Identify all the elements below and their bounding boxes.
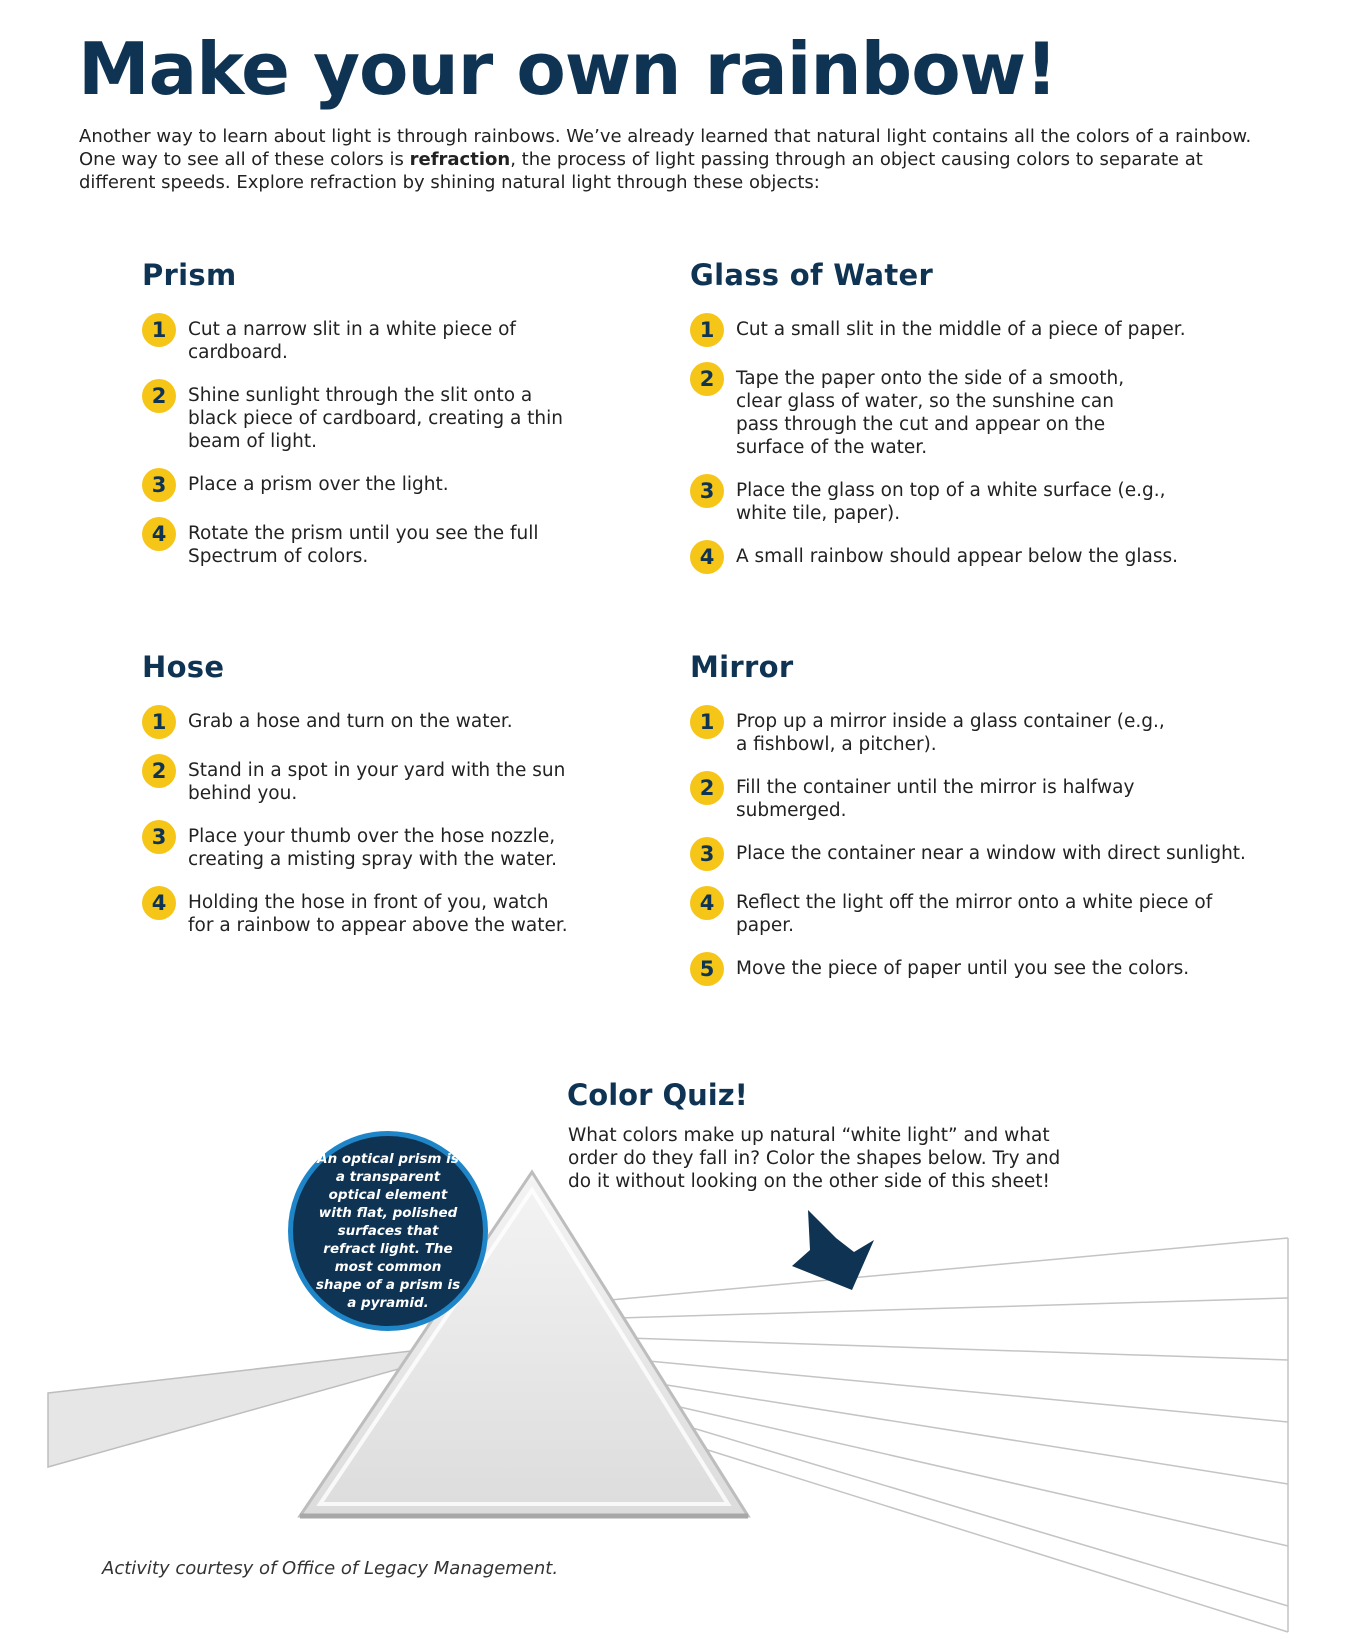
- section-mirror: [690, 650, 1260, 1006]
- page-title: Make your own rainbow!: [78, 27, 1058, 111]
- prism-info-callout: [288, 1131, 488, 1331]
- step-item: [690, 479, 1260, 525]
- step-text: Place a prism over the light.: [188, 474, 449, 495]
- arrow-down-icon: [792, 1210, 874, 1290]
- step-number-badge: 4: [690, 540, 724, 574]
- step-number-badge: 3: [690, 474, 724, 508]
- credit-line: Activity courtesy of Office of Legacy Management.: [102, 1558, 559, 1579]
- step-item: [690, 318, 1260, 347]
- step-number-badge: 1: [142, 313, 176, 347]
- step-text: Cut a narrow slit in a white piece of cardboard.: [188, 319, 516, 363]
- step-text: Place the glass on top of a white surface (e.g., white tile, paper).: [736, 480, 1166, 524]
- step-text: Prop up a mirror inside a glass container (e.g., a fishbowl, a pitcher).: [736, 711, 1165, 755]
- section-prism: [142, 258, 582, 588]
- step-text: Rotate the prism until you see the full Spectrum of colors.: [188, 523, 539, 567]
- section-hose: [142, 650, 582, 957]
- step-text: Stand in a spot in your yard with the sun behind you.: [188, 760, 566, 804]
- step-number-badge: 3: [142, 468, 176, 502]
- step-number-badge: 3: [690, 837, 724, 871]
- step-text: Fill the container until the mirror is halfway submerged.: [736, 777, 1135, 821]
- step-number-badge: 2: [142, 379, 176, 413]
- section-heading: Hose: [142, 650, 225, 684]
- step-number-badge: 4: [142, 886, 176, 920]
- step-item: [690, 545, 1260, 574]
- section-glass-of-water: [690, 258, 1260, 594]
- step-item: [142, 825, 582, 871]
- section-heading: Glass of Water: [690, 258, 934, 292]
- step-item: [690, 891, 1260, 937]
- step-number-badge: 2: [142, 754, 176, 788]
- step-text: Place your thumb over the hose nozzle, creating a misting spray with the water.: [188, 826, 558, 870]
- step-number-badge: 3: [142, 820, 176, 854]
- step-item: [142, 710, 582, 739]
- step-number-badge: 1: [690, 705, 724, 739]
- step-item: [690, 957, 1260, 986]
- step-text: Move the piece of paper until you see the colors.: [736, 958, 1190, 979]
- step-item: [142, 759, 582, 805]
- step-number-badge: 1: [690, 313, 724, 347]
- quiz-text: What colors make up natural “white light” and what order do they fall in? Color the shapes below. Try and do it without looking on the other side of this sheet!: [568, 1125, 1061, 1192]
- step-number-badge: 1: [142, 705, 176, 739]
- step-item: [690, 710, 1260, 756]
- step-text: Holding the hose in front of you, watch for a rainbow to appear above the water.: [188, 892, 568, 936]
- step-item: [690, 776, 1260, 822]
- step-number-badge: 2: [690, 771, 724, 805]
- step-item: [142, 384, 582, 453]
- step-number-badge: 5: [690, 952, 724, 986]
- step-item: [142, 891, 582, 937]
- section-heading: Mirror: [690, 650, 794, 684]
- step-text: Cut a small slit in the middle of a piece of paper.: [736, 319, 1186, 340]
- step-item: [690, 367, 1260, 459]
- step-text: Tape the paper onto the side of a smooth, clear glass of water, so the sunshine can pass through the cut and appear on the surface of the water.: [736, 368, 1125, 458]
- step-item: [142, 318, 582, 364]
- intro-bold-term: refraction: [409, 149, 511, 170]
- step-text: Grab a hose and turn on the water.: [188, 711, 513, 732]
- step-number-badge: 2: [690, 362, 724, 396]
- step-number-badge: 4: [690, 886, 724, 920]
- section-heading: Prism: [142, 258, 237, 292]
- callout-text: An optical prism is a transparent optical element with flat, polished surfaces that refract light. The most common shape of a prism is a pyramid.: [315, 1151, 461, 1311]
- intro-paragraph: Another way to learn about light is through rainbows. We’ve already learned that natural light contains all the colors of a rainbow. One way to see all of these colors is refraction, the process of light passing through an object causing colors to separate at different speeds. Explore refraction by shining natural light through these objects:: [79, 126, 1252, 193]
- step-item: [142, 522, 582, 568]
- step-item: [690, 842, 1260, 871]
- step-text: Reflect the light off the mirror onto a white piece of paper.: [736, 892, 1213, 936]
- step-text: A small rainbow should appear below the glass.: [736, 546, 1178, 567]
- step-number-badge: 4: [142, 517, 176, 551]
- step-text: Place the container near a window with direct sunlight.: [736, 843, 1246, 864]
- quiz-title: Color Quiz!: [567, 1078, 748, 1112]
- spectrum-bands: [610, 1238, 1288, 1632]
- step-text: Shine sunlight through the slit onto a black piece of cardboard, creating a thin beam of light.: [188, 385, 564, 452]
- step-item: [142, 473, 582, 502]
